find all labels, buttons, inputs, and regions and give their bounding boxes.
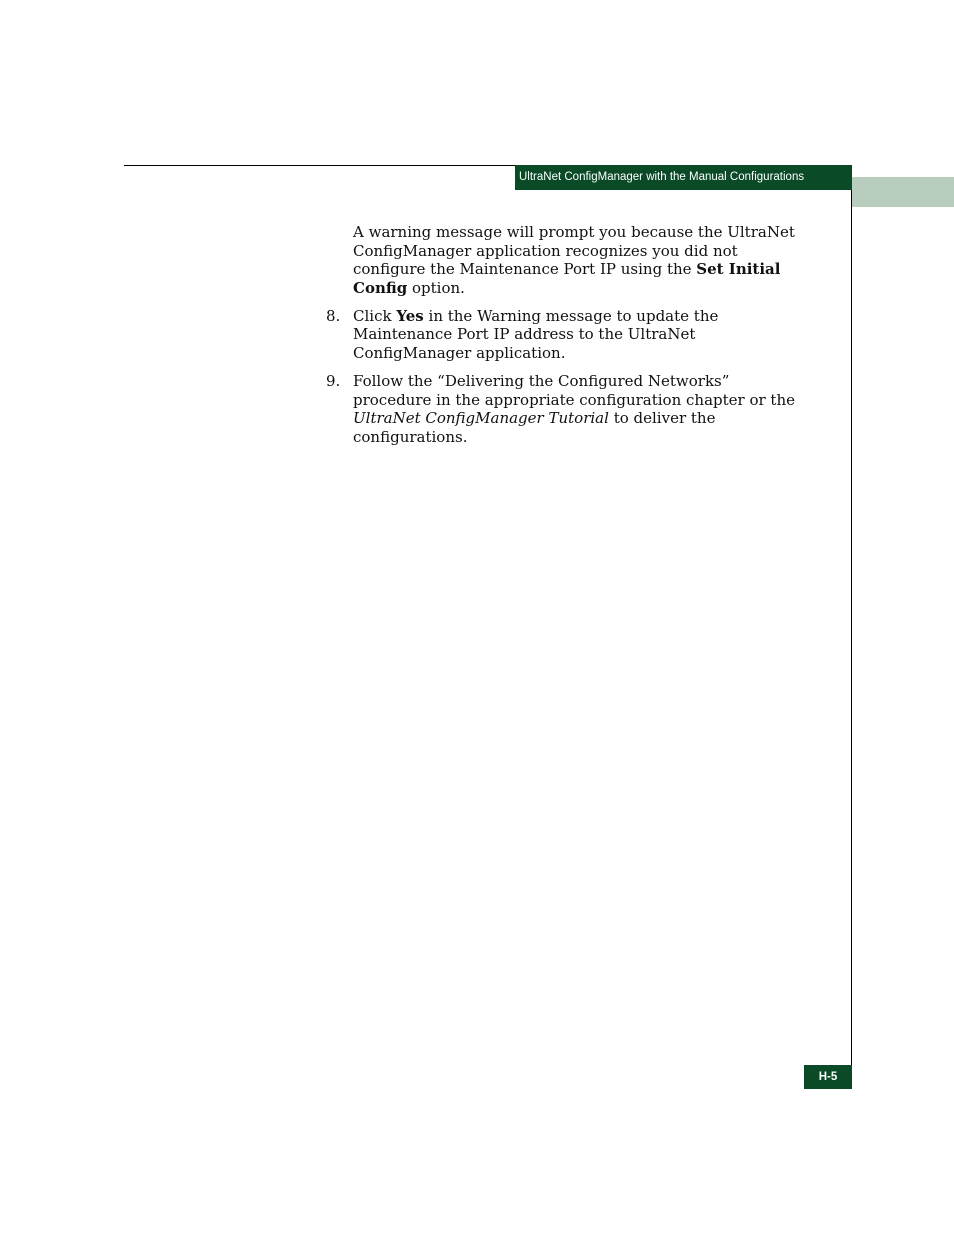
step-text-end: to deliver the configurations. [353, 409, 716, 446]
body-content [326, 223, 806, 456]
step-text: Follow the “Delivering the Configured Networks” procedure in the appropriate configuration chapter or the [353, 371, 795, 409]
set-initial-config-term: Set Initial Config [353, 260, 781, 297]
chapter-side-tab [852, 177, 954, 207]
running-header: UltraNet ConfigManager with the Manual Configurations [515, 165, 852, 190]
step-text: Click [353, 306, 397, 325]
yes-term: Yes [396, 306, 424, 325]
step-item [326, 372, 806, 446]
step-number: 8. [326, 306, 341, 325]
tutorial-title: UltraNet ConfigManager Tutorial [353, 409, 609, 428]
step-text-end: in the Warning message to update the Maintenance Port IP address to the UltraNet ConfigManager application. [353, 306, 719, 362]
intro-paragraph [326, 223, 806, 297]
step-item [326, 307, 806, 363]
right-margin-rule [851, 190, 852, 1088]
step-number: 9. [326, 371, 341, 390]
intro-text-end: option. [407, 278, 465, 297]
page-number: H-5 [804, 1065, 852, 1089]
intro-text: A warning message will prompt you because the UltraNet ConfigManager application recognizes you did not configure the Maintenance Port IP using the [353, 223, 795, 279]
